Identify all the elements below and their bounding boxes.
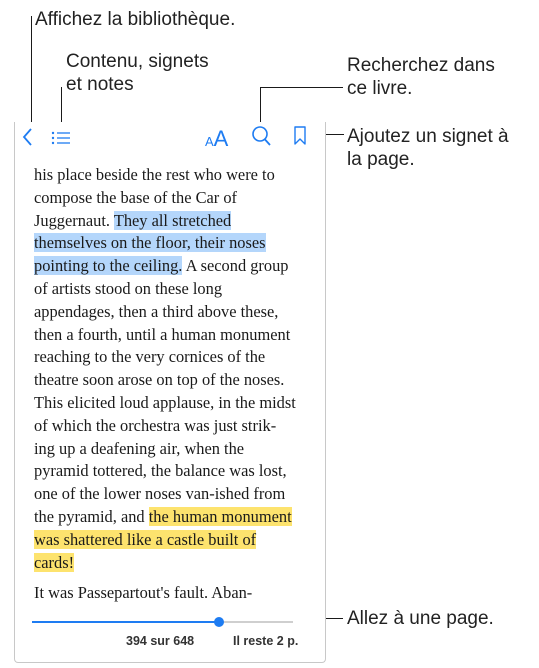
contents-callout (66, 50, 209, 96)
page-slider-filled[interactable] (32, 621, 219, 623)
page-slider-thumb[interactable] (214, 617, 224, 627)
search-callout-line1: Recherchez dans (347, 55, 495, 76)
search-callout-line2: ce livre. (347, 78, 413, 99)
text-run: his place beside the rest who were to compose the base of the Car of Juggernaut. (34, 165, 275, 230)
paragraph-2: It was Passepartout's fault. Aban- (34, 583, 253, 603)
contents-callout-line (61, 87, 62, 125)
text-run: A second group of artists stood on these long appendages, then a third above these, then a fourth, until a human monument reaching to the very cornices of the theatre soon arose on top of the noses. This elicited loud applause, in the midst of which the orchestra was just strik-ing up a deafening air, when the pyramid tottered, the balance was lost, one of the lower noses van-ished from the pyramid, and (34, 256, 296, 526)
page-position: 394 sur 648 (126, 634, 195, 648)
contents-callout-line1: Contenu, signets (66, 51, 209, 72)
blue-highlight[interactable]: They all stretched themselves on the floor, their noses pointing to the ceiling. (34, 210, 266, 276)
search-callout (347, 54, 495, 100)
bookmark-button[interactable] (292, 124, 308, 148)
font-size-button[interactable] (205, 126, 228, 152)
book-page-text (34, 164, 296, 605)
bookmark-callout-line2: la page. (347, 149, 415, 170)
font-small-label: A (205, 134, 214, 149)
contents-callout-line2: et notes (66, 74, 134, 95)
list-icon (50, 128, 72, 148)
search-button[interactable] (250, 124, 272, 148)
font-large-label: A (213, 126, 229, 151)
yellow-highlight[interactable]: the human monument was shattered like a castle built of cards! (34, 506, 292, 572)
search-callout-line-h (260, 87, 343, 88)
pages-remaining: Il reste 2 p. (233, 634, 299, 648)
bookmark-callout-line1: Ajoutez un signet à (347, 126, 509, 147)
search-icon (250, 124, 272, 148)
page-slider-track[interactable] (219, 621, 293, 623)
bookmark-callout (347, 125, 509, 171)
bookmark-icon (292, 124, 308, 148)
paragraph-1 (34, 164, 296, 574)
library-callout: Affichez la bibliothèque. (35, 9, 236, 30)
library-callout-line (31, 16, 32, 124)
chevron-left-icon (20, 126, 36, 148)
contents-button[interactable] (50, 128, 72, 148)
back-to-library-button[interactable] (20, 126, 36, 148)
search-callout-line-v (260, 87, 261, 124)
goto-page-callout: Allez à une page. (347, 608, 494, 629)
